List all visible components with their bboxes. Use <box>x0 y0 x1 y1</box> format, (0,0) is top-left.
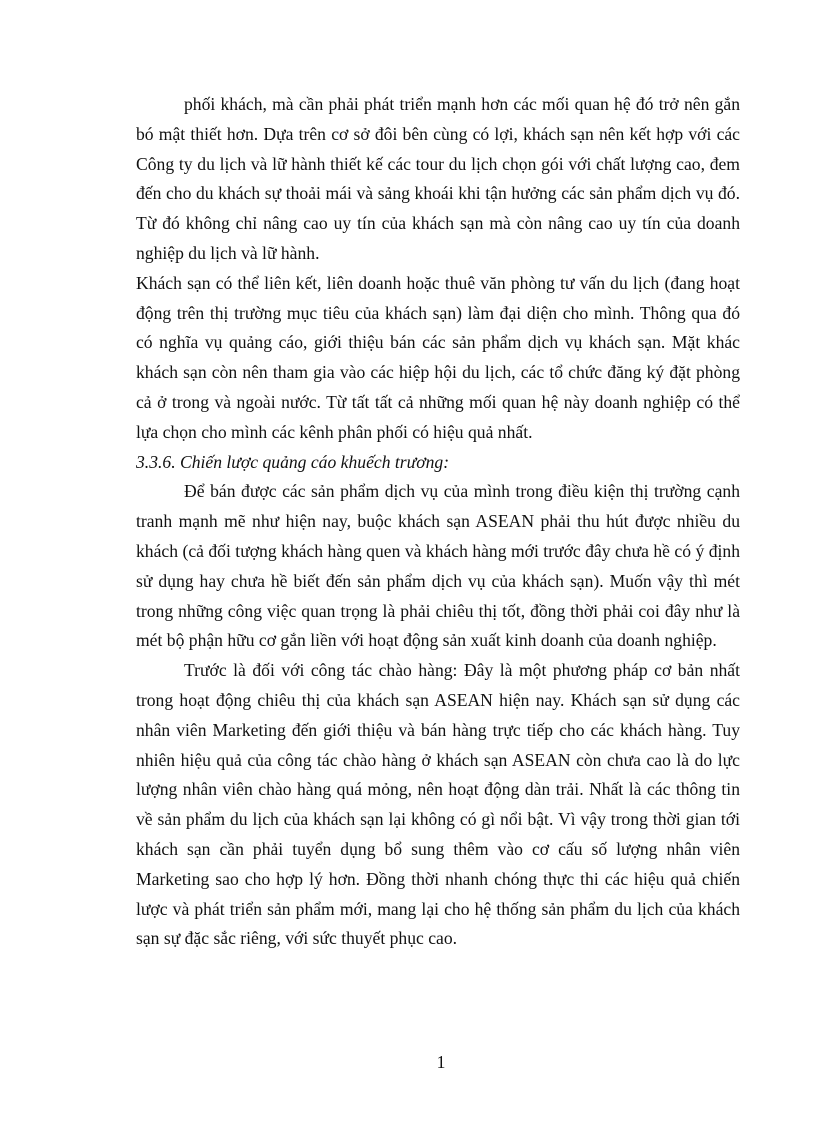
paragraph-sales-offer: Trước là đối với công tác chào hàng: Đây là một phương pháp cơ bản nhất trong hoạt động chiêu thị của khách sạn ASEAN hiện nay. Khách sạn sử dụng các nhân viên Marketing đến giới thiệu và bán hàng trực tiếp cho các khách hàng. Tuy nhiên hiệu quả của công tác chào hàng ở khách sạn ASEAN còn chưa cao là do lực lượng nhân viên chào hàng quá mỏng, nên hoạt động dàn trải. Nhất là các thông tin về sản phẩm du lịch của khách sạn lại không có gì nổi bật. Vì vậy trong thời gian tới khách sạn cần phải tuyển dụng bổ sung thêm vào cơ cấu số lượng nhân viên Marketing sao cho hợp lý hơn. Đồng thời nhanh chóng thực thi các hiệu quả chiến lược và phát triển sản phẩm mới, mang lại cho hệ thống sản phẩm du lịch của khách sạn sự đặc sắc riêng, với sức thuyết phục cao. <box>136 660 740 949</box>
paragraph-distribution-cooperation: phối khách, mà cần phải phát triển mạnh hơn các mối quan hệ đó trở nên gắn bó mật thiết hơn. Dựa trên cơ sở đôi bên cùng có lợi, khách sạn nên kết hợp với các Công ty du lịch và lữ hành thiết kế các tour du lịch chọn gói với chất lượng cao, đem đến cho du khách sự thoải mái và sảng khoái khi tận hưởng các sản phẩm dịch vụ đó. Từ đó không chỉ nâng cao uy tín của khách sạn mà còn nâng cao uy tín của doanh nghiệp du lịch và lữ hành. <box>136 94 740 263</box>
paragraph-travel-office-partnership: Khách sạn có thể liên kết, liên doanh hoặc thuê văn phòng tư vấn du lịch (đang hoạt động trên thị trường mục tiêu của khách sạn) làm đại diện cho mình. Thông qua đó có nghĩa vụ quảng cáo, giới thiệu bán các sản phẩm dịch vụ khách sạn. Mặt khác khách sạn còn nên tham gia vào các hiệp hội du lịch, các tổ chức đăng ký đặt phòng cả ở trong và ngoài nước. Từ tất tất cả những mối quan hệ này doanh nghiệp có thể lựa chọn cho mình các kênh phân phối có hiệu quả nhất. <box>136 272 740 442</box>
section-heading: 3.3.6. Chiến lược quảng cáo khuếch trương: <box>136 451 450 472</box>
page-number: 1 <box>436 1052 446 1072</box>
document-page <box>136 90 740 954</box>
paragraph-promotion-strategy: Để bán được các sản phẩm dịch vụ của mình trong điều kiện thị trường cạnh tranh mạnh mẽ như hiện nay, buộc khách sạn ASEAN phải thu hút được nhiều du khách (cả đối tượng khách hàng quen và khách hàng mới trước đây chưa hề có ý định sử dụng hay chưa hề biết đến sản phẩm dịch vụ của khách sạn). Muốn vậy thì mét trong những công việc quan trọng là phải chiêu thị tốt, đồng thời phải coi đây như là mét bộ phận hữu cơ gắn liền với hoạt động sản xuất kinh doanh của doanh nghiệp. <box>136 481 740 651</box>
